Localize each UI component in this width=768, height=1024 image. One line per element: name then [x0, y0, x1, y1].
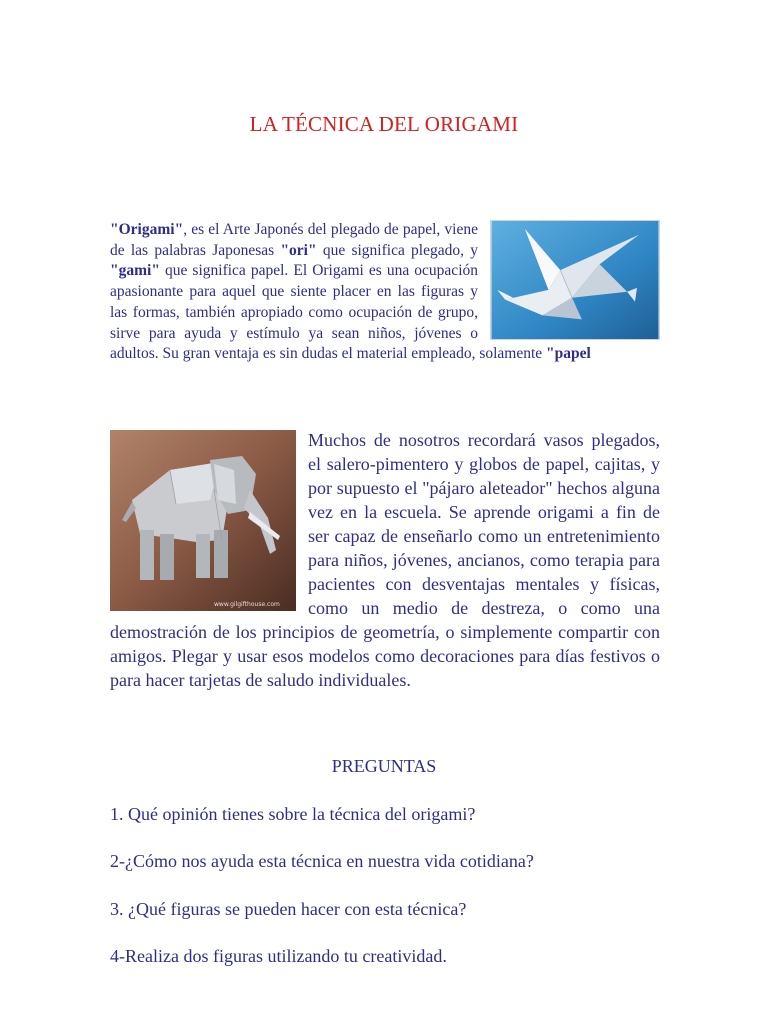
intro-text-2: que significa plegado, y	[316, 241, 478, 259]
questions-heading	[0, 756, 768, 777]
intro-paragraph	[110, 220, 660, 365]
quote-mark: "	[110, 221, 119, 238]
origami-crane-image	[490, 220, 660, 340]
origami-elephant-image	[110, 430, 296, 611]
quote-mark: "	[151, 262, 160, 280]
question-item: 2-¿Cómo nos ayuda esta técnica en nuestra vida cotidiana?	[110, 851, 534, 871]
question-item: 3. ¿Qué figuras se pueden hacer con esta técnica?	[110, 899, 467, 919]
body-paragraph	[110, 428, 660, 692]
term-origami: Origami	[118, 221, 175, 238]
page-title: LA TÉCNICA DEL ORIGAMI	[249, 112, 519, 136]
term-gami: gami	[118, 262, 152, 280]
question-item: 4-Realiza dos figuras utilizando tu creatividad.	[110, 946, 447, 966]
quote-mark: "	[174, 221, 184, 238]
quote-mark: "	[110, 262, 119, 280]
body-text: Muchos de nosotros recordará vasos plegados, el salero-pimentero y globos de papel, cajitas, y por supuesto el "pájaro aleteador" hechos alguna vez en la escuela. Se aprende origami a fin de ser capaz de enseñarlo como un entretenimiento para niños, jóvenes, ancianos, como terapia para pacientes con desventajas mentales y físicas, como un medio de destreza, o como una demostración de los principios de geometría, o simplemente compartir con amigos. Plegar y usar esos modelos como decoraciones para días festivos o para hacer tarjetas de saludo individuales.	[110, 430, 660, 690]
term-ori: ori	[289, 241, 308, 259]
quote-mark: "	[307, 241, 317, 259]
questions-heading-text: PREGUNTAS	[331, 756, 437, 776]
intro-text-3: que significa papel. El Origami es una ocupación apasionante para aquel que siente placer en las figuras y las formas, también apropiado como ocupación de grupo, sirve para ayuda y estímulo ya sean niños, jóvenes o adultos. Su gran ventaja es sin dudas el material empleado, solamente	[110, 262, 547, 363]
quote-mark: "	[280, 241, 290, 259]
image-credit: www.gilgifthouse.com	[214, 601, 280, 608]
question-item: 1. Qué opinión tienes sobre la técnica del origami?	[110, 804, 476, 824]
intro-text-1: , es el Arte Japonés del plegado de papel, viene de las palabras Japonesas	[110, 221, 478, 259]
term-papel: "papel	[546, 345, 591, 363]
